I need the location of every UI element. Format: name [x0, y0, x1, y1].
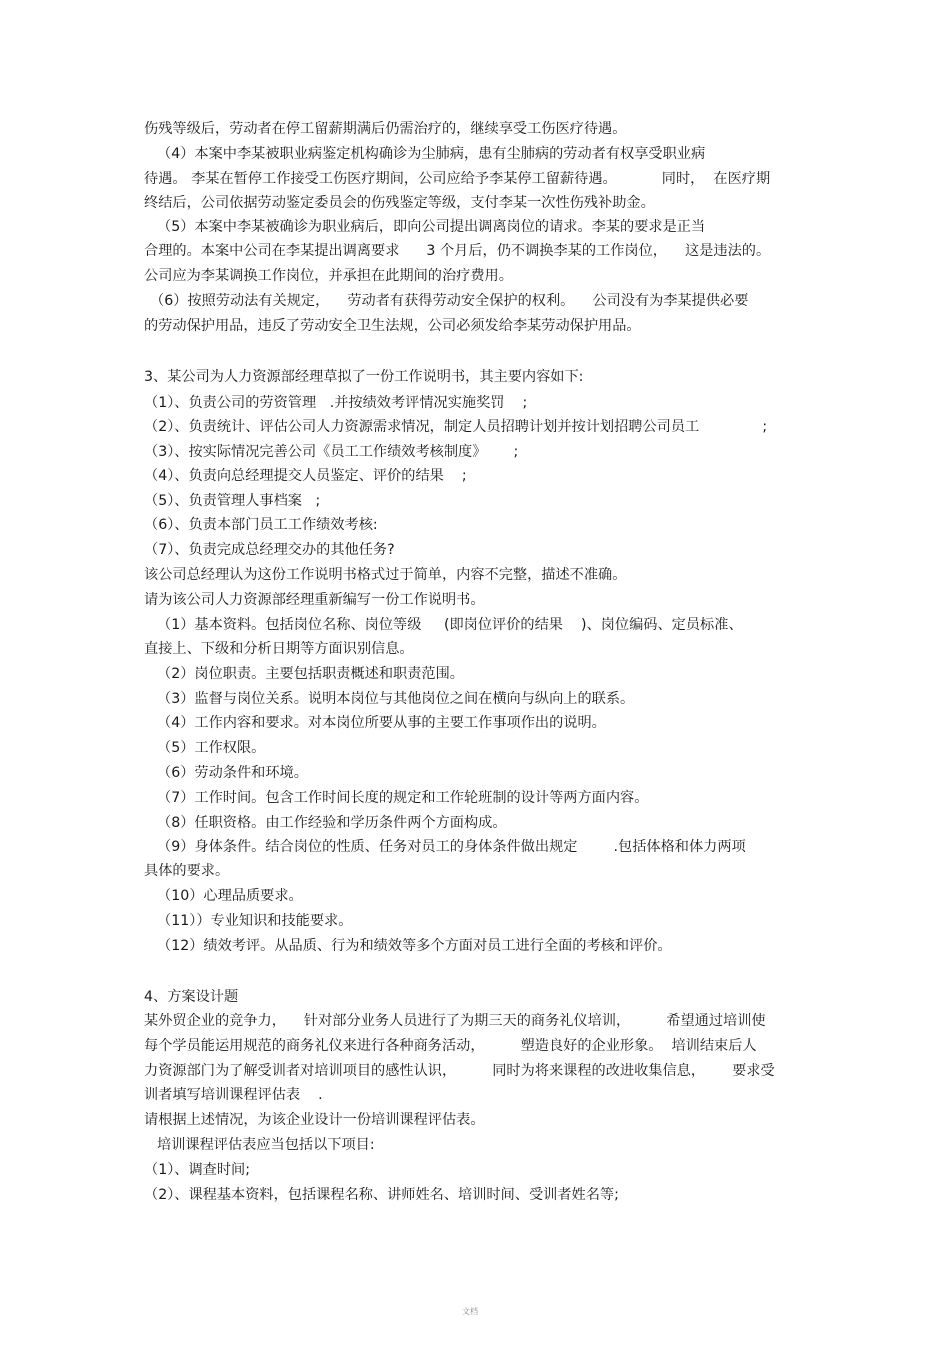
text-line: 公司应为李某调换工作岗位，并承担在此期间的治疗费用。 [144, 268, 513, 284]
list-item: （7）、负责完成总经理交办的其他任务? [144, 542, 395, 558]
text-line: 培训课程评估表应当包括以下项目: [157, 1137, 375, 1153]
list-item: （4）工作内容和要求。对本岗位所要从事的主要工作事项作出的说明。 [157, 715, 606, 731]
list-item: （12）绩效考评。从品质、行为和绩效等多个方面对员工进行全面的考核和评价。 [157, 938, 672, 954]
text-line: 力资源部门为了解受训者对培训项目的感性认识， 同时为将来课程的改进收集信息， 要求受 [144, 1063, 775, 1079]
list-item: （7）工作时间。包含工作时间长度的规定和工作轮班制的设计等两方面内容。 [157, 790, 649, 806]
list-item: （6）劳动条件和环境。 [157, 765, 308, 781]
text-line: 直接上、下级和分析日期等方面识别信息。 [144, 641, 414, 657]
text-line: 请为该公司人力资源部经理重新编写一份工作说明书。 [144, 592, 485, 608]
list-item: （11））专业知识和技能要求。 [157, 913, 353, 929]
section-heading: 4、方案设计题 [144, 989, 239, 1005]
text-line: （5）本案中李某被确诊为职业病后，即向公司提出调离岗位的请求。李某的要求是正当 [157, 219, 706, 235]
list-item: （1）、负责公司的劳资管理 .并按绩效考评情况实施奖罚 ; [144, 395, 528, 411]
list-item: （4）、负责向总经理提交人员鉴定、评价的结果 ; [144, 468, 467, 484]
text-line: 每个学员能运用规范的商务礼仪来进行各种商务活动， 塑造良好的企业形象。 培训结束后人 [144, 1038, 757, 1054]
text-line: 具体的要求。 [144, 863, 230, 879]
list-item: （3）、按实际情况完善公司《员工工作绩效考核制度》 ; [144, 444, 519, 460]
text-line: 合理的。本案中公司在李某提出调离要求 3 个月后，仍不调换李某的工作岗位， 这是违法的。 [144, 243, 771, 259]
list-item: （1）、调查时间; [144, 1162, 251, 1178]
list-item: （9）身体条件。结合岗位的性质、任务对员工的身体条件做出规定 .包括体格和体力两项 [157, 839, 746, 855]
list-item: （10）心理品质要求。 [157, 888, 303, 904]
text-line: （4）本案中李某被职业病鉴定机构确诊为尘肺病，患有尘肺病的劳动者有权享受职业病 [157, 146, 706, 162]
list-item: （2）岗位职责。主要包括职责概述和职责范围。 [157, 666, 464, 682]
text-line: 终结后，公司依据劳动鉴定委员会的伤残鉴定等级，支付李某一次性伤残补助金。 [144, 195, 655, 211]
list-item: （5）、负责管理人事档案 ; [144, 493, 321, 509]
list-item: （8）任职资格。由工作经验和学历条件两个方面构成。 [157, 815, 507, 831]
text-line: 的劳动保护用品，违反了劳动安全卫生法规，公司必须发给李某劳动保护用品。 [144, 318, 641, 334]
list-item: （5）工作权限。 [157, 740, 266, 756]
text-line: 待遇。 李某在暂停工作接受工伤医疗期间，公司应给予李某停工留薪待遇。 同时， 在医疗期 [144, 171, 771, 187]
text-line: 训者填写培训课程评估表 . [144, 1087, 323, 1103]
list-item: （2）、课程基本资料，包括课程名称、讲师姓名、培训时间、受训者姓名等; [144, 1187, 619, 1203]
page-footer: 文档 [462, 1307, 478, 1316]
list-item: （2）、负责统计、评估公司人力资源需求情况，制定人员招聘计划并按计划招聘公司员工 ; [144, 419, 768, 435]
text-line: （6）按照劳动法有关规定， 劳动者有获得劳动安全保护的权利。 公司没有为李某提供必要 [150, 293, 749, 309]
list-item: （1）基本资料。包括岗位名称、岗位等级 (即岗位评价的结果 )、岗位编码、定员标准、 [157, 617, 743, 633]
text-line: 伤残等级后，劳动者在停工留薪期满后仍需治疗的，继续享受工伤医疗待遇。 [144, 121, 627, 137]
list-item: （3）监督与岗位关系。说明本岗位与其他岗位之间在横向与纵向上的联系。 [157, 691, 635, 707]
section-heading: 3、某公司为人力资源部经理草拟了一份工作说明书，其主要内容如下: [144, 369, 584, 385]
text-line: 请根据上述情况，为该企业设计一份培训课程评估表。 [144, 1112, 485, 1128]
text-line: 某外贸企业的竞争力， 针对部分业务人员进行了为期三天的商务礼仪培训， 希望通过培训使 [144, 1013, 766, 1029]
text-line: 该公司总经理认为这份工作说明书格式过于简单，内容不完整，描述不准确。 [144, 567, 627, 583]
list-item: （6）、负责本部门员工工作绩效考核: [144, 517, 378, 533]
